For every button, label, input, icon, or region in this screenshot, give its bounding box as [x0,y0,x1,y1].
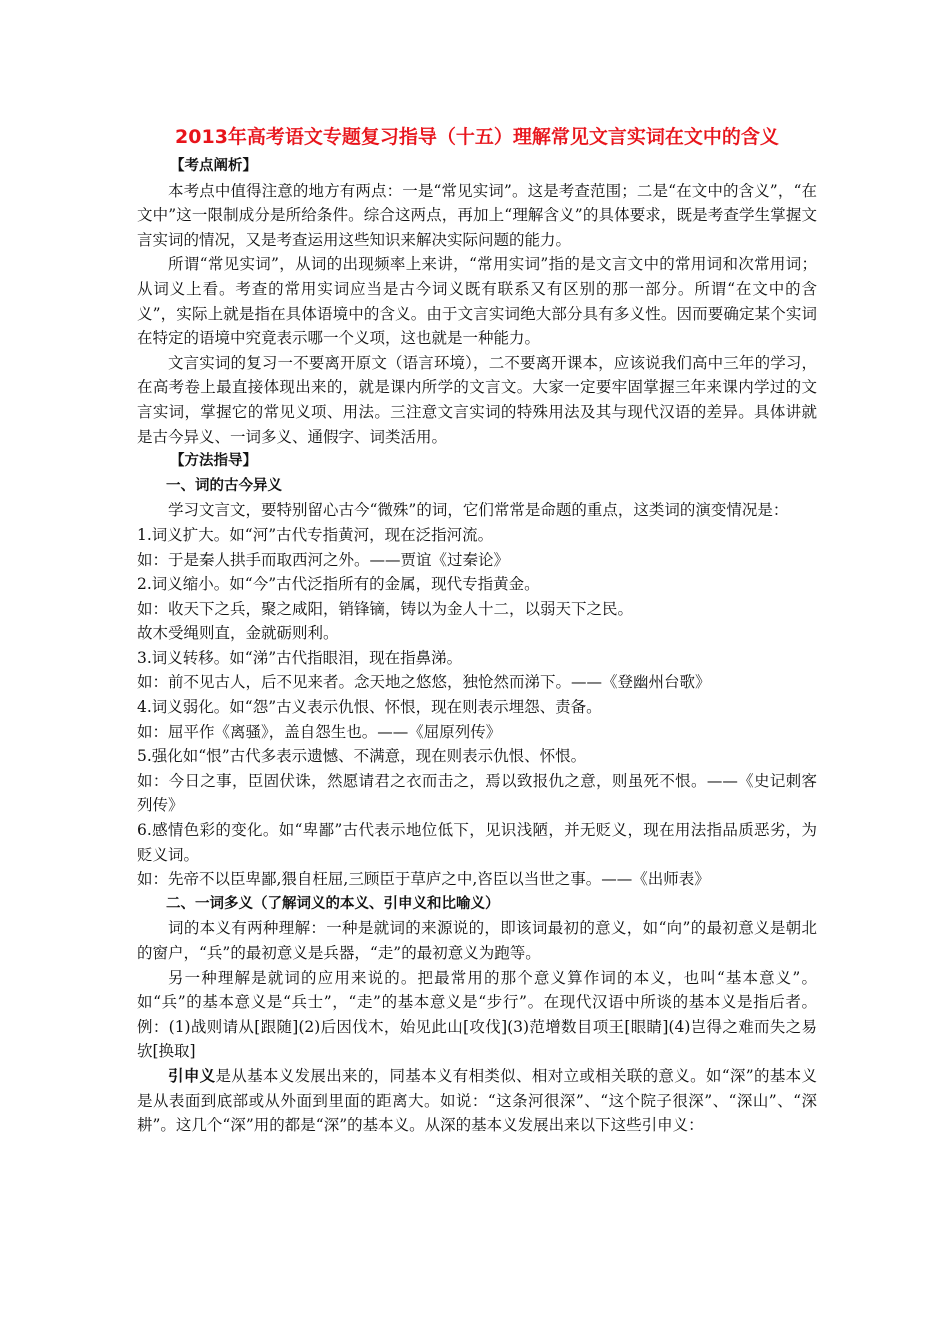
page-title: 2013年高考语文专题复习指导（十五）理解常见文言实词在文中的含义 [175,126,779,148]
paragraph: 学习文言文，要特别留心古今“微殊”的词，它们常常是命题的重点，这类词的演变情况是： [168,501,789,520]
paragraph: 文言实词的复习一不要离开原文（语言环境），二不要离开课本，应该说我们高中三年的学习，在高考卷上最直接体现出来的，就是课内所学的文言文。大家一定要牢固掌握三年来课内学过的文言实词，掌握它的常见义项、用法。三注意文言实词的特殊用法及其与现代汉语的差异。具体讲就是古今异义、一词多义、通假字、词类活用。 [137,353,817,446]
list-item: 4.词义弱化。如“怨”古义表示仇恨、怀恨，现在则表示埋怨、责备。 [137,698,602,717]
subheading-ancient-modern-meaning: 一、词的古今异义 [166,477,282,494]
list-item: 5.强化如“恨”古代多表示遗憾、不满意，现在则表示仇恨、怀恨。 [137,747,587,766]
document-body [137,124,817,1138]
paragraph-text: 是从基本义发展出来的，同基本义有相类似、相对立或相关联的意义。如“深”的基本义是从表面到底部或从外面到里面的距离大。如说：“这条河很深”、“这个院子很深”、“深山”、“深耕”。这几个“深”用的都是“深”的基本义。从深的基本义发展出来以下这些引申义： [137,1066,817,1135]
example-line: 如：先帝不以臣卑鄙,猥自枉屈,三顾臣于草庐之中,咨臣以当世之事。——《出师表》 [137,870,710,889]
paragraph-extended-meaning [137,1064,817,1138]
paragraph: 本考点中值得注意的地方有两点：一是“常见实词”。这是考查范围；二是“在文中的含义”，“在文中”这一限制成分是所给条件。综合这两点，再加上“理解含义”的具体要求，既是考查学生掌握文言实词的情况，又是考查运用这些知识来解决实际问题的能力。 [137,181,817,249]
list-item: 6.感情色彩的变化。如“卑鄙”古代表示地位低下，见识浅陋，并无贬义，现在用法指品质恶劣，为贬义词。 [137,821,817,864]
example-line: 如：收天下之兵，聚之咸阳，销锋镝，铸以为金人十二，以弱天下之民。 [137,599,634,618]
list-item: 3.词义转移。如“涕”古代指眼泪，现在指鼻涕。 [137,648,463,667]
list-item: 2.词义缩小。如“今”古代泛指所有的金属，现代专指黄金。 [137,575,540,594]
section-heading-analysis: 【考点阐析】 [170,158,257,174]
list-item: 1.词义扩大。如“河”古代专指黄河，现在泛指河流。 [137,525,494,544]
example-line: 如：屈平作《离骚》，盖自怨生也。——《屈原列传》 [137,722,502,741]
paragraph: 词的本义有两种理解：一种是就词的来源说的，即该词最初的意义，如“向”的最初意义是朝北的窗户，“兵”的最初意义是兵器，“走”的最初意义为跑等。 [137,919,817,962]
paragraph: 所谓“常见实词”，从词的出现频率上来讲，“常用实词”指的是文言文中的常用词和次常用词；从词义上看。考查的常用实词应当是古今词义既有联系又有区别的那一部分。所谓“在文中的含义”，实际上就是指在具体语境中的含义。由于文言实词绝大部分具有多义性。因而要确定某个实词在特定的语境中究竟表示哪一个义项，这也就是一种能力。 [137,255,817,348]
paragraph: 另一种理解是就词的应用来说的。把最常用的那个意义算作词的本义，也叫“基本意义”。如“兵”的基本意义是“兵士”，“走”的基本意义是“步行”。在现代汉语中所谈的基本义是指后者。例：(1)战则请从[跟随](2)后因伐木，始见此山[攻伐](3)范增数目项王[眼睛](4)岂得之难而失之易欤[换取] [137,968,817,1061]
example-line: 如：前不见古人，后不见来者。念天地之悠悠，独怆然而涕下。——《登幽州台歌》 [137,673,711,692]
example-line: 如：今日之事，臣固伏诛，然愿请君之衣而击之，焉以致报仇之意，则虽死不恨。——《史记刺客列传》 [137,771,817,815]
term-extended-meaning: 引申义 [168,1066,216,1085]
example-line: 如：于是秦人拱手而取西河之外。——贾谊《过秦论》 [137,550,510,569]
example-line: 故木受绳则直，金就砺则利。 [137,624,339,643]
subheading-polysemy: 二、一词多义（了解词义的本义、引申义和比喻义） [166,895,500,912]
section-heading-method: 【方法指导】 [170,453,257,470]
